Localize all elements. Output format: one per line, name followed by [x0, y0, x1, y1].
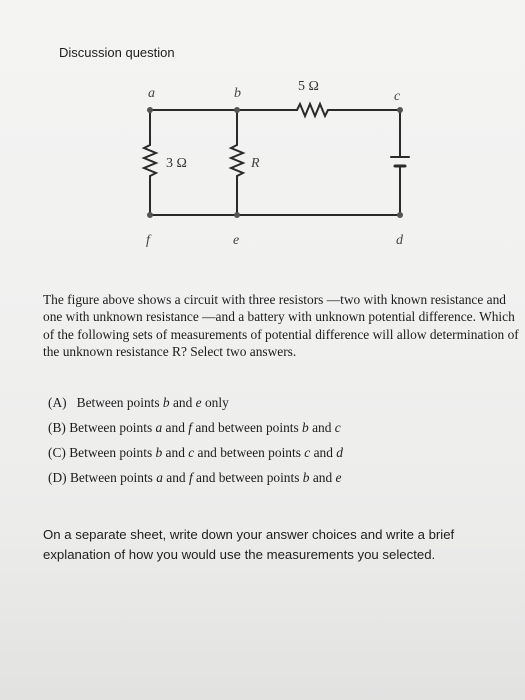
- resistor-top-value: 5 Ω: [298, 79, 319, 94]
- choice-a: (A) Between points b and e only: [48, 395, 229, 410]
- node-a: [147, 107, 153, 113]
- instructions: [43, 525, 521, 565]
- circuit-diagram: [0, 0, 525, 260]
- choice-c: (C) Between points b and c and between points c and d: [48, 445, 343, 460]
- node-f: [147, 212, 153, 218]
- question-text: [43, 291, 521, 361]
- node-c: [397, 107, 403, 113]
- node-d: [397, 212, 403, 218]
- node-e: [234, 212, 240, 218]
- label-c: c: [394, 89, 401, 104]
- node-b: [234, 107, 240, 113]
- label-b: b: [234, 86, 241, 101]
- label-a: a: [148, 86, 155, 101]
- choice-d: (D) Between points a and f and between points b and e: [48, 470, 342, 485]
- question-paragraph: The figure above shows a circuit with three resistors —two with known resistance and one with unknown resistance —and a battery with unknown potential difference. Which of the following sets of measurements of potential difference will allow determination of the unknown resistance R? Select two answers.: [43, 292, 519, 360]
- resistor-middle-label: R: [251, 156, 260, 171]
- instructions-text: On a separate sheet, write down your answer choices and write a brief explanation of how you would use the measurements you selected.: [43, 527, 455, 562]
- choice-b: (B) Between points a and f and between points b and c: [48, 420, 341, 435]
- label-f: f: [146, 233, 150, 248]
- heading: Discussion question: [59, 45, 175, 60]
- resistor-left-value: 3 Ω: [166, 156, 187, 171]
- label-e: e: [233, 233, 240, 248]
- label-d: d: [396, 233, 403, 248]
